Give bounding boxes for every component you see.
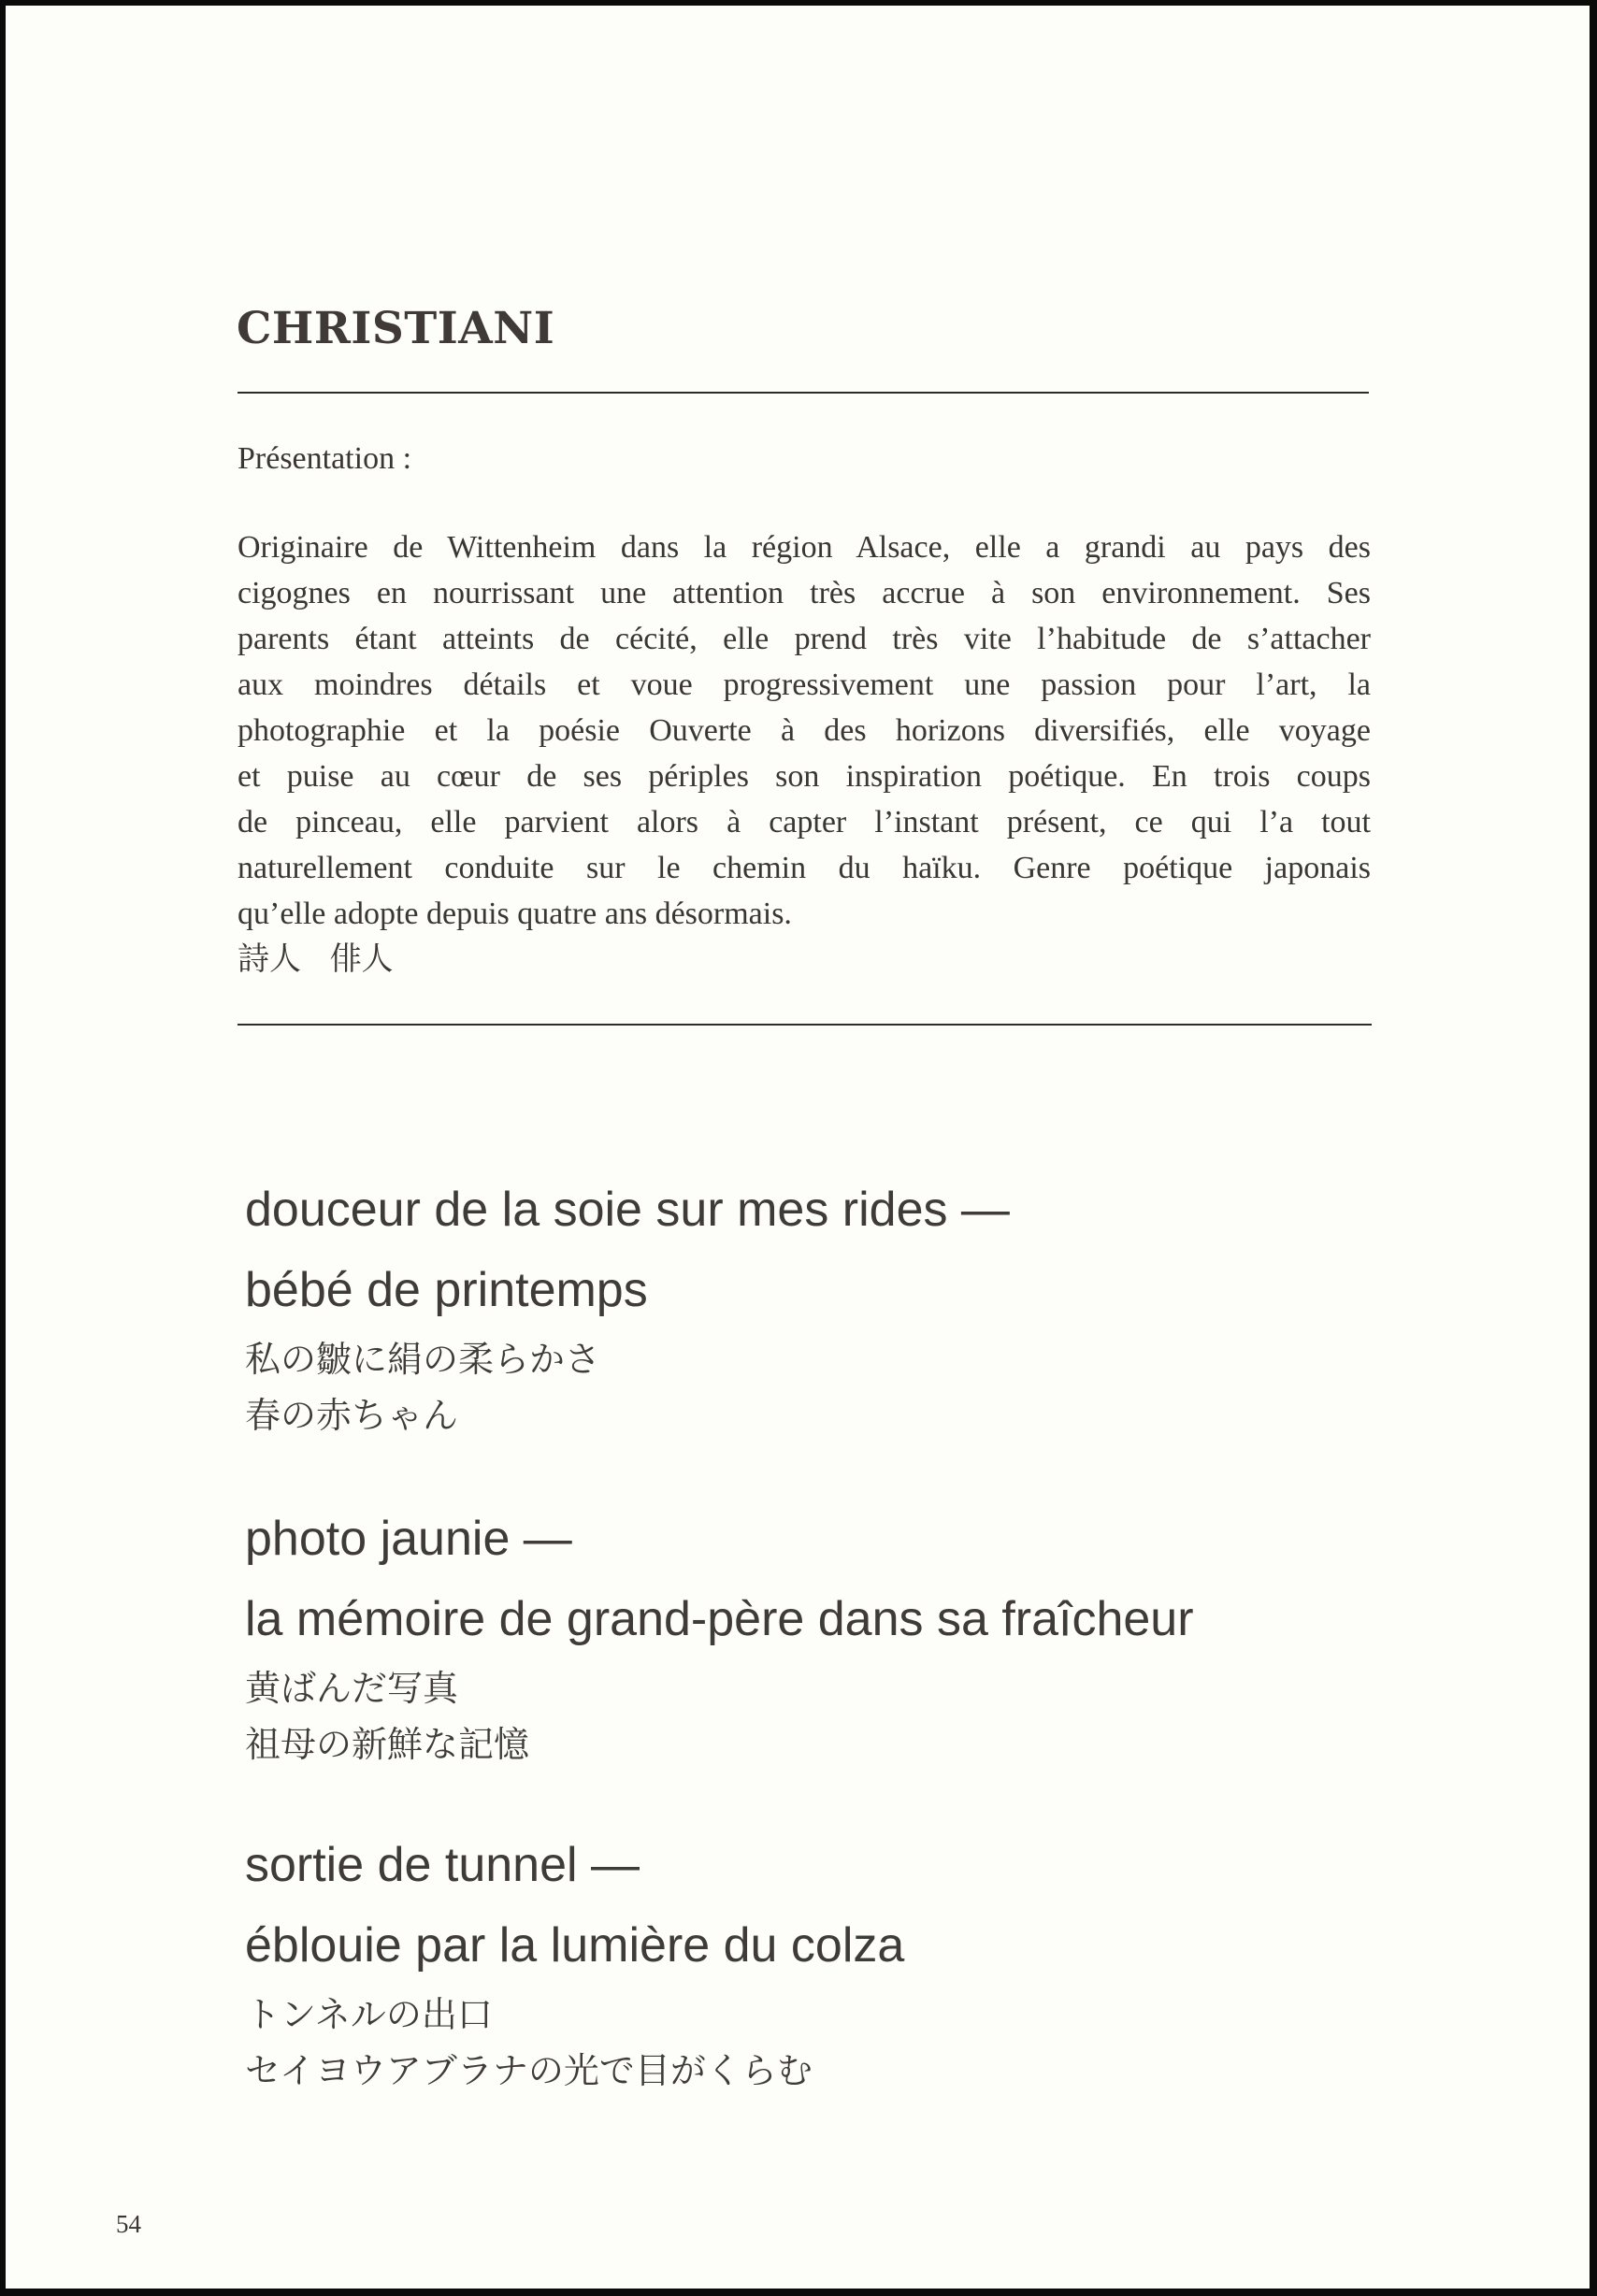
haiku-french-line: bébé de printemps [245,1263,648,1317]
haiku-block [245,1499,1194,1772]
haiku-japanese-line: 私の皺に絹の柔らかさ [245,1339,601,1380]
haiku-block [245,1170,1010,1442]
haiku-french-line: douceur de la soie sur mes rides — [245,1183,1010,1237]
bio-line: naturellement conduite sur le chemin du haïku. Genre poétique japonais [237,851,1371,885]
bio-japanese-title: 詩人 俳人 [237,942,394,977]
top-divider [237,392,1369,394]
haiku-japanese-line: セイヨウアブラナの光で目がくらむ [245,2050,813,2091]
bio-line: et puise au cœur de ses périples son inspiration poétique. En trois coups [237,759,1371,794]
bio-line: qu’elle adopte depuis quatre ans désormais. [237,897,792,931]
haiku-block [245,1825,904,2098]
haiku-japanese-line: 祖母の新鮮な記憶 [245,1724,530,1765]
bio-line: cigognes en nourrissant une attention très accrue à son environnement. Ses [237,576,1371,610]
haiku-japanese-line: トンネルの出口 [245,1994,493,2035]
presentation-label: Présentation : [237,441,412,476]
haiku-japanese-line: 黄ばんだ写真 [245,1668,459,1709]
haiku-french-line: sortie de tunnel — [245,1838,640,1892]
haiku-french-line: photo jaunie — [245,1512,572,1566]
haiku-french-line: la mémoire de grand-père dans sa fraîcheur [245,1592,1194,1646]
bottom-divider [237,1024,1372,1026]
bio-line: parents étant atteints de cécité, elle prend très vite l’habitude de s’attacher [237,622,1371,656]
biography-paragraph [237,524,1371,983]
haiku-japanese-line: 春の赤ちゃん [245,1395,459,1436]
author-heading: CHRISTIANI [237,303,555,354]
page-number: 54 [116,2210,141,2238]
bio-line: de pinceau, elle parvient alors à capter l’instant présent, ce qui l’a tout [237,805,1371,839]
book-page [6,6,1590,2289]
bio-line: photographie et la poésie Ouverte à des horizons diversifiés, elle voyage [237,713,1371,748]
haiku-french-line: éblouie par la lumière du colza [245,1918,905,1973]
bio-line: aux moindres détails et voue progressivement une passion pour l’art, la [237,667,1371,702]
bio-line: Originaire de Wittenheim dans la région Alsace, elle a grandi au pays des [237,530,1371,565]
